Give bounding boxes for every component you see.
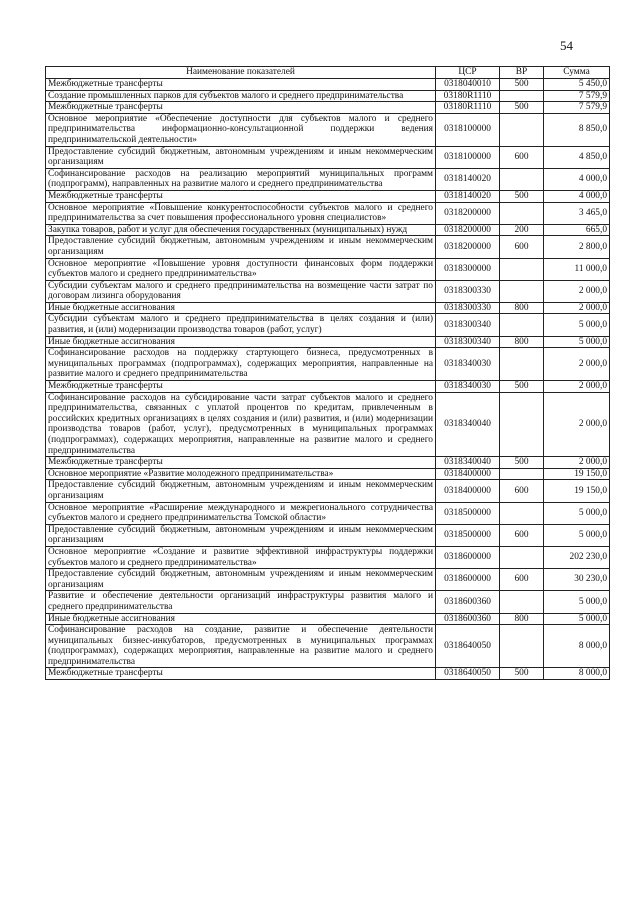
row-sum-cell: 8 000,0	[544, 625, 610, 668]
row-vr-cell	[500, 280, 544, 302]
row-csr-cell: 0318300000	[436, 258, 500, 280]
row-sum-cell: 5 000,0	[544, 502, 610, 524]
table-row	[46, 302, 610, 314]
row-vr-cell	[500, 348, 544, 381]
row-name-cell: Софинансирование расходов на создание, развитие и обеспечение деятельности муниципальных бизнес-инкубаторов, предусмотренных в муниципальных программах (подпрограммах), содержащих мероприятия, направленные на развитие малого и среднего предпринимательства	[46, 625, 436, 668]
row-csr-cell: 0318400000	[436, 480, 500, 502]
row-sum-cell: 5 000,0	[544, 314, 610, 336]
row-csr-cell: 0318300340	[436, 336, 500, 348]
table-row	[46, 168, 610, 190]
row-sum-cell: 665,0	[544, 224, 610, 236]
row-csr-cell: 0318400000	[436, 468, 500, 480]
row-name-cell: Межбюджетные трансферты	[46, 668, 436, 680]
row-sum-cell: 2 000,0	[544, 302, 610, 314]
table-body	[46, 79, 610, 680]
row-csr-cell: 0318040010	[436, 79, 500, 91]
row-sum-cell: 2 000,0	[544, 392, 610, 457]
row-vr-cell: 600	[500, 480, 544, 502]
row-vr-cell	[500, 591, 544, 613]
row-csr-cell: 0318340030	[436, 381, 500, 393]
row-sum-cell: 5 000,0	[544, 524, 610, 546]
row-csr-cell: 0318500000	[436, 524, 500, 546]
row-name-cell: Основное мероприятие «Развитие молодежного предпринимательства»	[46, 468, 436, 480]
row-csr-cell: 0318340040	[436, 457, 500, 469]
row-name-cell: Создание промышленных парков для субъектов малого и среднего предпринимательства	[46, 90, 436, 102]
table-row	[46, 524, 610, 546]
row-sum-cell: 4 000,0	[544, 168, 610, 190]
row-name-cell: Межбюджетные трансферты	[46, 190, 436, 202]
table-row	[46, 457, 610, 469]
row-vr-cell	[500, 168, 544, 190]
row-vr-cell: 800	[500, 613, 544, 625]
page-number: 54	[560, 38, 573, 53]
row-vr-cell: 800	[500, 302, 544, 314]
row-sum-cell: 19 150,0	[544, 480, 610, 502]
row-vr-cell	[500, 202, 544, 224]
table-row	[46, 79, 610, 91]
row-name-cell: Межбюджетные трансферты	[46, 381, 436, 393]
row-vr-cell: 500	[500, 190, 544, 202]
table-row	[46, 258, 610, 280]
table-row	[46, 113, 610, 146]
row-name-cell: Основное мероприятие «Обеспечение доступности для субъектов малого и среднего предпринимательства информационно-консультационной поддержки ведения предпринимательской деятельности»	[46, 113, 436, 146]
row-csr-cell: 0318200000	[436, 224, 500, 236]
row-sum-cell: 8 000,0	[544, 668, 610, 680]
row-vr-cell: 600	[500, 524, 544, 546]
row-csr-cell: 0318300330	[436, 280, 500, 302]
table-row	[46, 613, 610, 625]
row-vr-cell	[500, 314, 544, 336]
row-vr-cell	[500, 90, 544, 102]
row-name-cell: Предоставление субсидий бюджетным, автономным учреждениям и иным некоммерческим организациям	[46, 480, 436, 502]
table-row	[46, 224, 610, 236]
row-csr-cell: 0318100000	[436, 146, 500, 168]
row-csr-cell: 03180R1110	[436, 90, 500, 102]
row-vr-cell	[500, 468, 544, 480]
row-csr-cell: 0318600000	[436, 569, 500, 591]
row-csr-cell: 0318200000	[436, 202, 500, 224]
row-csr-cell: 0318340040	[436, 392, 500, 457]
table-row	[46, 146, 610, 168]
row-vr-cell: 500	[500, 668, 544, 680]
row-csr-cell: 0318140020	[436, 190, 500, 202]
table-header-row	[46, 67, 610, 79]
row-vr-cell	[500, 113, 544, 146]
row-vr-cell: 600	[500, 146, 544, 168]
row-csr-cell: 03180R1110	[436, 102, 500, 114]
row-vr-cell	[500, 546, 544, 568]
budget-table	[45, 66, 610, 680]
table-row	[46, 314, 610, 336]
row-csr-cell: 0318300340	[436, 314, 500, 336]
table-row	[46, 90, 610, 102]
row-sum-cell: 5 000,0	[544, 613, 610, 625]
row-sum-cell: 4 850,0	[544, 146, 610, 168]
table-row	[46, 625, 610, 668]
row-sum-cell: 5 000,0	[544, 591, 610, 613]
row-sum-cell: 5 450,0	[544, 79, 610, 91]
table-row	[46, 591, 610, 613]
row-csr-cell: 0318640050	[436, 625, 500, 668]
row-vr-cell: 600	[500, 569, 544, 591]
table-row	[46, 668, 610, 680]
row-sum-cell: 202 230,0	[544, 546, 610, 568]
row-vr-cell: 600	[500, 236, 544, 258]
row-name-cell: Закупка товаров, работ и услуг для обеспечения государственных (муниципальных) нужд	[46, 224, 436, 236]
row-name-cell: Предоставление субсидий бюджетным, автономным учреждениям и иным некоммерческим организациям	[46, 569, 436, 591]
row-name-cell: Межбюджетные трансферты	[46, 102, 436, 114]
row-vr-cell: 500	[500, 102, 544, 114]
row-vr-cell: 800	[500, 336, 544, 348]
table-row	[46, 480, 610, 502]
row-name-cell: Софинансирование расходов на поддержку стартующего бизнеса, предусмотренных в муниципальных программах (подпрограммах), содержащих мероприятия, направленные на развитие малого и среднего предпринимательства	[46, 348, 436, 381]
column-header-csr: ЦСР	[436, 67, 500, 79]
row-csr-cell: 0318600360	[436, 613, 500, 625]
row-sum-cell: 2 000,0	[544, 381, 610, 393]
row-vr-cell: 500	[500, 79, 544, 91]
row-csr-cell: 0318600000	[436, 546, 500, 568]
row-sum-cell: 4 000,0	[544, 190, 610, 202]
row-name-cell: Развитие и обеспечение деятельности организаций инфраструктуры развития малого и среднего предпринимательства	[46, 591, 436, 613]
row-name-cell: Иные бюджетные ассигнования	[46, 613, 436, 625]
row-vr-cell: 200	[500, 224, 544, 236]
row-name-cell: Основное мероприятие «Повышение уровня доступности финансовых форм поддержки субъектов малого и среднего предпринимательства»	[46, 258, 436, 280]
row-vr-cell: 500	[500, 381, 544, 393]
row-sum-cell: 2 800,0	[544, 236, 610, 258]
row-name-cell: Софинансирование расходов на реализацию мероприятий муниципальных программ (подпрограмм), направленных на развитие малого и среднего предпринимательства	[46, 168, 436, 190]
row-csr-cell: 0318640050	[436, 668, 500, 680]
row-sum-cell: 2 000,0	[544, 348, 610, 381]
row-name-cell: Субсидии субъектам малого и среднего предпринимательства на возмещение части затрат по договорам лизинга оборудования	[46, 280, 436, 302]
row-vr-cell	[500, 625, 544, 668]
row-name-cell: Иные бюджетные ассигнования	[46, 302, 436, 314]
row-vr-cell	[500, 258, 544, 280]
row-name-cell: Иные бюджетные ассигнования	[46, 336, 436, 348]
row-sum-cell: 2 000,0	[544, 280, 610, 302]
table-row	[46, 392, 610, 457]
row-csr-cell: 0318140020	[436, 168, 500, 190]
row-name-cell: Предоставление субсидий бюджетным, автономным учреждениям и иным некоммерческим организациям	[46, 524, 436, 546]
row-csr-cell: 0318600360	[436, 591, 500, 613]
table-row	[46, 236, 610, 258]
row-name-cell: Предоставление субсидий бюджетным, автономным учреждениям и иным некоммерческим организациям	[46, 236, 436, 258]
row-name-cell: Основное мероприятие «Повышение конкурентоспособности субъектов малого и среднего предпринимательства за счет повышения профессионального уровня специалистов»	[46, 202, 436, 224]
row-sum-cell: 8 850,0	[544, 113, 610, 146]
row-vr-cell	[500, 392, 544, 457]
row-vr-cell: 500	[500, 457, 544, 469]
table-row	[46, 202, 610, 224]
table-row	[46, 502, 610, 524]
table-row	[46, 468, 610, 480]
table-row	[46, 381, 610, 393]
table-row	[46, 348, 610, 381]
row-sum-cell: 30 230,0	[544, 569, 610, 591]
table-row	[46, 569, 610, 591]
row-sum-cell: 2 000,0	[544, 457, 610, 469]
row-csr-cell: 0318340030	[436, 348, 500, 381]
row-sum-cell: 7 579,9	[544, 102, 610, 114]
row-name-cell: Предоставление субсидий бюджетным, автономным учреждениям и иным некоммерческим организациям	[46, 146, 436, 168]
row-sum-cell: 7 579,9	[544, 90, 610, 102]
table-row	[46, 280, 610, 302]
column-header-vr: ВР	[500, 67, 544, 79]
row-name-cell: Основное мероприятие «Расширение международного и межрегионального сотрудничества субъектов малого и среднего предпринимательства Томской области»	[46, 502, 436, 524]
row-csr-cell: 0318100000	[436, 113, 500, 146]
table-row	[46, 546, 610, 568]
table-row	[46, 190, 610, 202]
row-name-cell: Софинансирование расходов на субсидирование части затрат субъектов малого и среднего предпринимательства, связанных с уплатой процентов по кредитам, привлеченным в российских кредитных организациях в целях создания и (или) развития, и (или) модернизации производства товаров (работ, услуг), предусмотренных в муниципальных программах (подпрограммах), содержащих мероприятия, направленные на развитие малого и среднего предпринимательства	[46, 392, 436, 457]
column-header-name: Наименование показателей	[46, 67, 436, 79]
row-sum-cell: 3 465,0	[544, 202, 610, 224]
row-sum-cell: 11 000,0	[544, 258, 610, 280]
row-csr-cell: 0318300330	[436, 302, 500, 314]
table-row	[46, 336, 610, 348]
table-row	[46, 102, 610, 114]
row-vr-cell	[500, 502, 544, 524]
row-csr-cell: 0318200000	[436, 236, 500, 258]
row-name-cell: Межбюджетные трансферты	[46, 79, 436, 91]
row-sum-cell: 5 000,0	[544, 336, 610, 348]
row-sum-cell: 19 150,0	[544, 468, 610, 480]
row-name-cell: Основное мероприятие «Создание и развитие эффективной инфраструктуры поддержки субъектов малого и среднего предпринимательства»	[46, 546, 436, 568]
column-header-sum: Сумма	[544, 67, 610, 79]
row-name-cell: Межбюджетные трансферты	[46, 457, 436, 469]
row-csr-cell: 0318500000	[436, 502, 500, 524]
row-name-cell: Субсидии субъектам малого и среднего предпринимательства в целях создания и (или) развития, и (или) модернизации производства товаров (работ, услуг)	[46, 314, 436, 336]
